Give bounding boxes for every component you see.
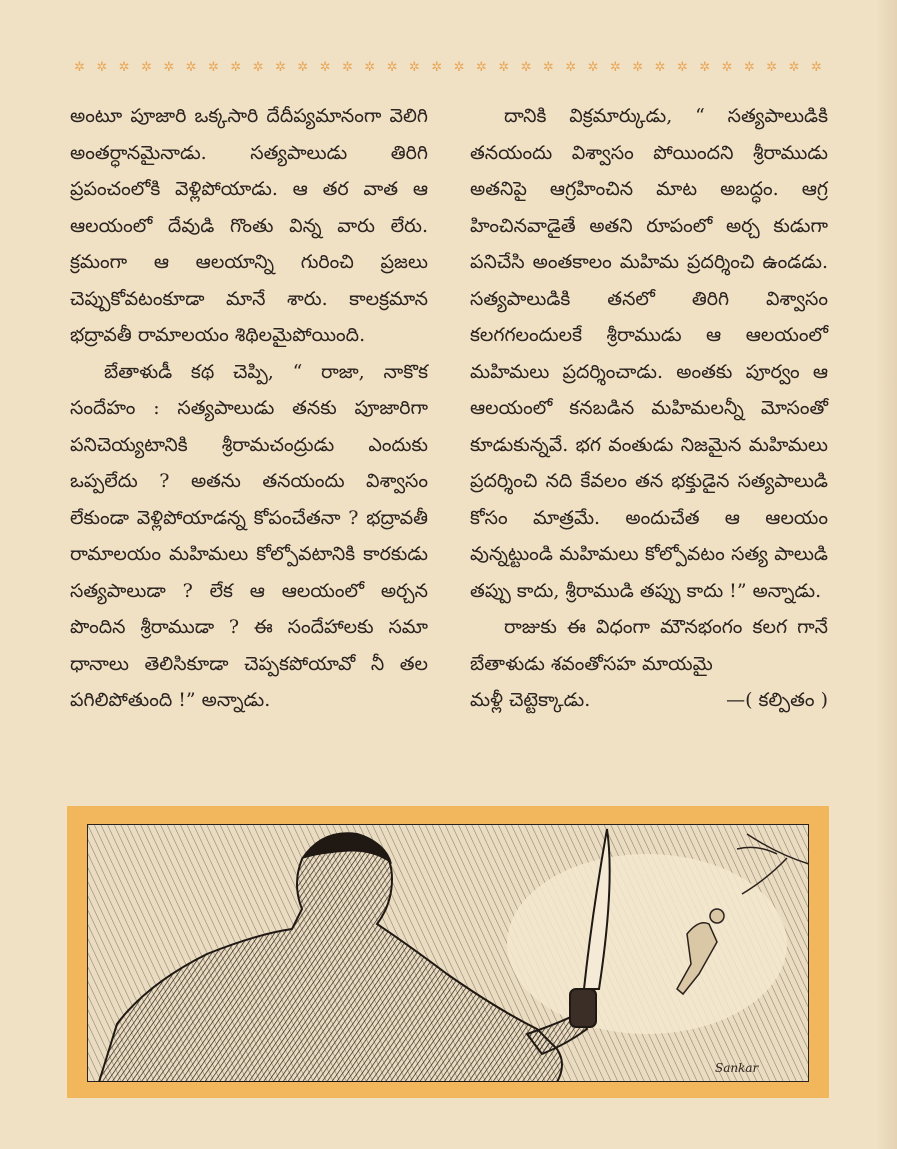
- ornament-flower-icon: ✲: [140, 59, 152, 75]
- ornament-flower-icon: ✲: [96, 59, 108, 75]
- artist-signature: Sankar: [715, 1061, 759, 1075]
- right-paragraph-2: రాజుకు ఈ విధంగా మౌనభంగం కలగ గానే బేతాళుడు శవంతోసహ మాయమై: [470, 616, 828, 675]
- ornament-flower-icon: ✲: [408, 59, 420, 75]
- ornament-flower-icon: ✲: [542, 59, 554, 75]
- ornament-flower-icon: ✲: [654, 59, 666, 75]
- left-paragraph-2: బేతాళుడీ కథ చెప్పి, “ రాజా, నాకొక సందేహం : సత్యపాలుడు తనకు పూజారిగా పనిచెయ్యటానికి శ్రీరామచంద్రుడు ఎందుకు ఒప్పలేదు ? అతను తనయందు విశ్వాసం లేకుండా వెళ్లిపోయాడన్న కోపంచేతనా ? భద్రావతీ రామాలయం మహిమలు కోల్పోవటానికి కారకుడు సత్యపాలుడా ? లేక ఆ ఆలయంలో అర్చన పొందిన శ్రీరాముడా ? ఈ సందేహాలకు సమా ధానాలు తెలిసికూడా చెప్పకపోయావో నీ తల పగిలిపోతుంది !” అన్నాడు.: [70, 360, 428, 711]
- ornamental-border: [74, 56, 822, 78]
- ornament-flower-icon: ✲: [453, 59, 465, 75]
- ornament-flower-icon: ✲: [475, 59, 487, 75]
- ornament-flower-icon: ✲: [676, 59, 688, 75]
- ornament-flower-icon: ✲: [699, 59, 711, 75]
- ornament-flower-icon: ✲: [274, 59, 286, 75]
- ornament-flower-icon: ✲: [118, 59, 130, 75]
- ornament-flower-icon: ✲: [185, 59, 197, 75]
- ornament-flower-icon: ✲: [721, 59, 733, 75]
- ornament-flower-icon: ✲: [386, 59, 398, 75]
- ornament-flower-icon: ✲: [498, 59, 510, 75]
- ornament-flower-icon: ✲: [520, 59, 532, 75]
- story-credit: —( కల్పితం ): [726, 689, 828, 711]
- ornament-flower-icon: ✲: [632, 59, 644, 75]
- ornament-flower-icon: ✲: [230, 59, 242, 75]
- left-paragraph-1: అంటూ పూజారి ఒక్కసారి దేదీప్యమానంగా వెలిగి అంతర్ధానమైనాడు. సత్యపాలుడు తిరిగి ప్రపంచంలోకి వెళ్లిపోయాడు. ఆ తర వాత ఆ ఆలయంలో దేవుడి గొంతు విన్న వారు లేరు. క్రమంగా ఆ ఆలయాన్ని గురించి ప్రజలు చెప్పుకోవటంకూడా మానే శారు. కాలక్రమాన భద్రావతీ రామాలయం శిథిలమైపోయింది.: [70, 105, 428, 346]
- ornament-flower-icon: ✲: [810, 59, 822, 75]
- page-edge: [877, 0, 897, 1149]
- ornament-flower-icon: ✲: [252, 59, 264, 75]
- right-column: [470, 98, 828, 719]
- ornament-flower-icon: ✲: [743, 59, 755, 75]
- ornament-flower-icon: ✲: [609, 59, 621, 75]
- ornament-flower-icon: ✲: [565, 59, 577, 75]
- ornament-flower-icon: ✲: [341, 59, 353, 75]
- ornament-flower-icon: ✲: [319, 59, 331, 75]
- ornament-flower-icon: ✲: [163, 59, 175, 75]
- ornament-flower-icon: ✲: [587, 59, 599, 75]
- illustration-drawing: [87, 824, 809, 1082]
- right-paragraph-3: మళ్లీ చెట్టెక్కాడు.: [470, 689, 591, 711]
- vetala-story-illustration: [67, 806, 829, 1098]
- right-paragraph-1: దానికి విక్రమార్కుడు, “ సత్యపాలుడికి తనయందు విశ్వాసం పోయిందని శ్రీరాముడు అతనిపై ఆగ్రహించిన మాట అబద్ధం. ఆగ్ర హించినవాడైతే అతని రూపంలో అర్చ కుడుగా పనిచేసి అంతకాలం మహిమ ప్రదర్శించి ఉండడు. సత్యపాలుడికి తనలో తిరిగి విశ్వాసం కలగగలందులకే శ్రీరాముడు ఆ ఆలయంలో మహిమలు ప్రదర్శించాడు. అంతకు పూర్వం ఆ ఆలయంలో కనబడిన మహిమలన్నీ మోసంతో కూడుకున్నవే. భగ వంతుడు నిజమైన మహిమలు ప్రదర్శించి నది కేవలం తన భక్తుడైన సత్యపాలుడి కోసం మాత్రమే. అందుచేత ఆ ఆలయం వున్నట్టుండి మహిమలు కోల్పోవటం సత్య పాలుడి తప్పు కాదు, శ్రీరాముడి తప్పు కాదు !” అన్నాడు.: [470, 105, 828, 602]
- ornament-flower-icon: ✲: [207, 59, 219, 75]
- ornament-flower-icon: ✲: [431, 59, 443, 75]
- ornament-flower-icon: ✲: [788, 59, 800, 75]
- ornament-flower-icon: ✲: [766, 59, 778, 75]
- ornament-flower-icon: ✲: [74, 59, 85, 75]
- closing-line: [470, 682, 828, 719]
- left-column: [70, 98, 428, 719]
- ornament-flower-icon: ✲: [364, 59, 376, 75]
- ornament-flower-icon: ✲: [297, 59, 309, 75]
